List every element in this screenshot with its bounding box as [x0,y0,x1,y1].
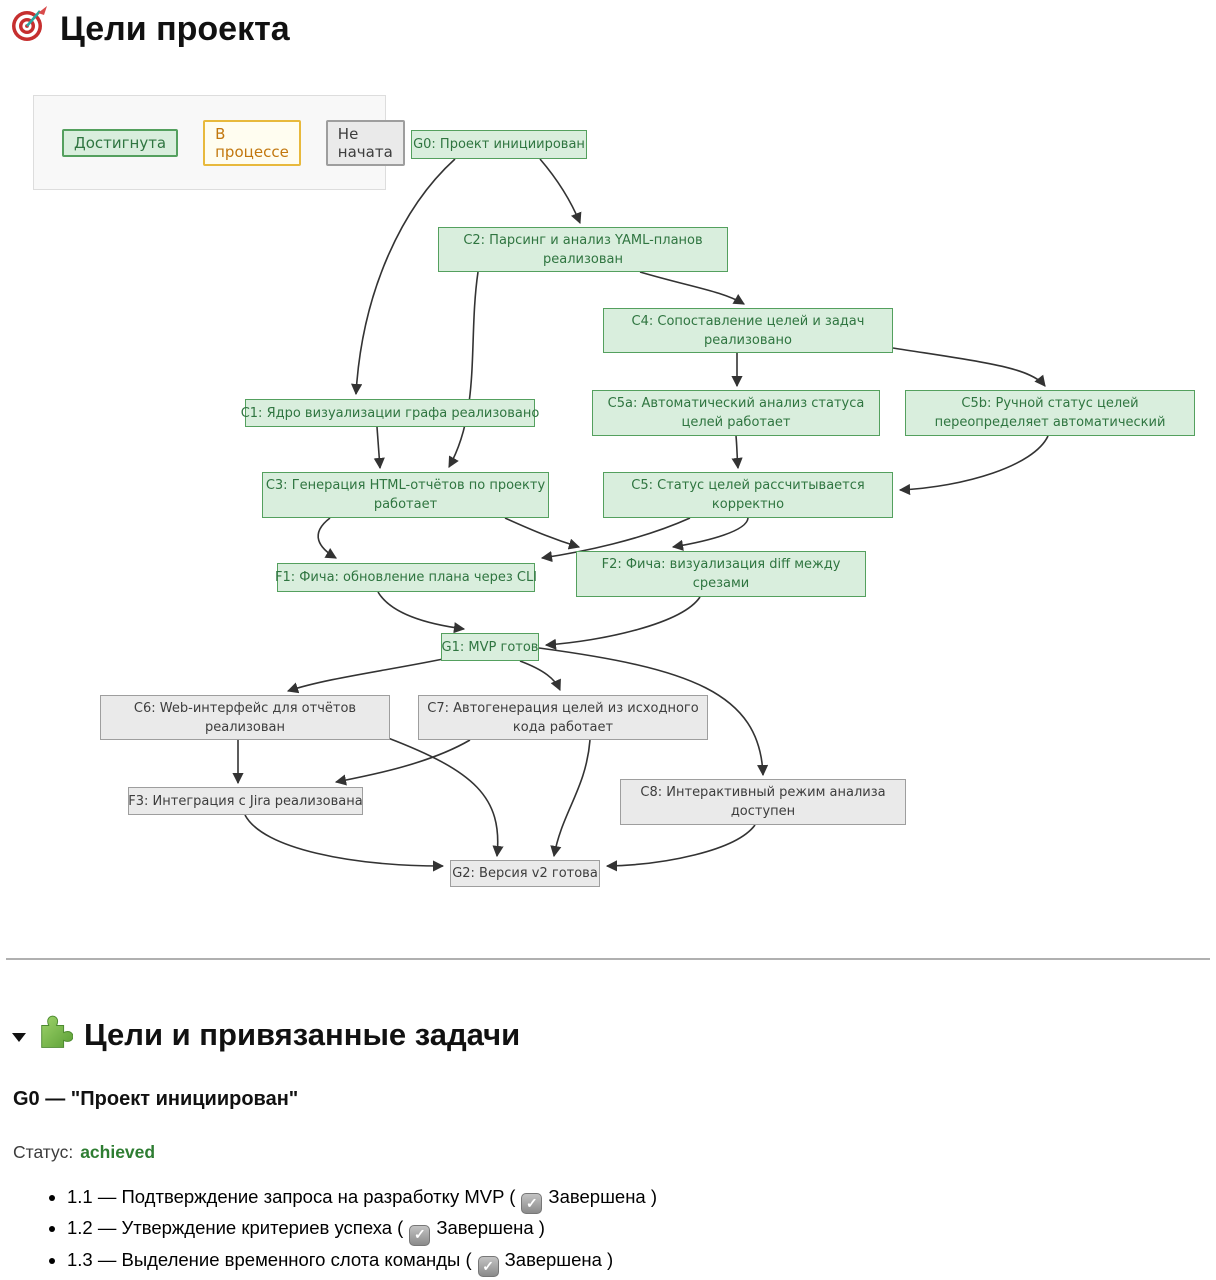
check-glyph: ✓ [526,1195,538,1211]
edge-c5b-c5 [900,436,1048,490]
node-c3: C3: Генерация HTML-отчётов по проекту работает [262,472,549,518]
task-status: Завершена ) [436,1217,545,1239]
node-c4: C4: Сопоставление целей и задач реализовано [603,308,893,353]
status-label: Статус: [13,1142,74,1162]
node-f3: F3: Интеграция с Jira реализована [128,787,363,815]
legend-not-started: Не начата [326,120,405,166]
legend-in-progress: В процессе [203,120,301,166]
node-c5: C5: Статус целей рассчитывается корректно [603,472,893,518]
edge-c2-c3 [449,272,478,467]
edge-c3-f2 [505,518,579,547]
status-value: achieved [80,1142,156,1162]
edge-f2-g1 [546,597,700,645]
edge-c6-g2 [388,738,498,856]
node-f2: F2: Фича: визуализация diff между срезами [576,551,866,597]
check-glyph: ✓ [413,1226,426,1243]
page-title: Цели проекта [60,9,290,48]
edge-c5-f2 [673,518,748,547]
node-c1: C1: Ядро визуализации графа реализовано [245,399,535,427]
node-c6: C6: Web-интерфейс для отчётов реализован [100,695,390,740]
node-c2: C2: Парсинг и анализ YAML-планов реализован [438,227,728,272]
task-list [41,1183,657,1277]
puzzle-icon [37,1014,73,1056]
edge-c1-c3 [377,427,380,468]
legend-achieved: Достигнута [62,129,178,157]
edge-c8-g2 [607,825,755,866]
checkbox-checked-icon [521,1193,542,1214]
checkbox-checked-icon [478,1256,499,1277]
node-c5a: C5a: Автоматический анализ статуса целей работает [592,390,880,436]
edge-g0-c2 [540,159,580,223]
edge-g1-c6 [288,658,448,691]
task-text: 1.1 — Подтверждение запроса на разработку MVP ( [67,1186,516,1207]
edge-c7-g2 [554,740,590,856]
checkbox-checked-icon [409,1225,430,1246]
tasks-section-summary[interactable] [12,1014,520,1056]
edge-f3-g2 [245,815,443,866]
task-item-1-1 [67,1183,657,1214]
task-item-1-2 [67,1214,657,1245]
task-item-1-3 [67,1246,657,1277]
task-status: Завершена ) [504,1248,614,1270]
graph-legend [33,95,393,190]
collapse-triangle-icon[interactable] [12,1033,26,1042]
task-text: 1.3 — Выделение временного слота команды ( [67,1248,472,1270]
edge-c4-c5b [893,348,1045,386]
edge-f1-g1 [378,592,464,629]
edge-c3-f1 [318,518,336,558]
edge-c7-f3 [336,740,470,782]
node-g0: G0: Проект инициирован [411,130,587,159]
check-glyph: ✓ [482,1257,494,1274]
task-status: Завершена ) [548,1186,658,1207]
node-g1: G1: MVP готов [441,633,539,661]
node-f1: F1: Фича: обновление плана через CLI [277,563,535,592]
edge-c5a-c5 [736,436,738,468]
goal-heading: G0 — "Проект инициирован" [13,1088,299,1110]
node-g2: G2: Версия v2 готова [450,860,600,887]
edge-g1-c7 [520,661,560,690]
node-c8: C8: Интерактивный режим анализа доступен [620,779,906,825]
node-c5b: C5b: Ручной статус целей переопределяет автоматический [905,390,1195,436]
edge-c2-c4 [640,272,744,304]
node-c7: C7: Автогенерация целей из исходного кода работает [418,695,708,740]
section-title: Цели и привязанные задачи [84,1017,521,1052]
edge-g0-c1 [356,159,455,394]
task-text: 1.2 — Утверждение критериев успеха ( [67,1217,404,1239]
goal-status-line [13,1142,155,1163]
